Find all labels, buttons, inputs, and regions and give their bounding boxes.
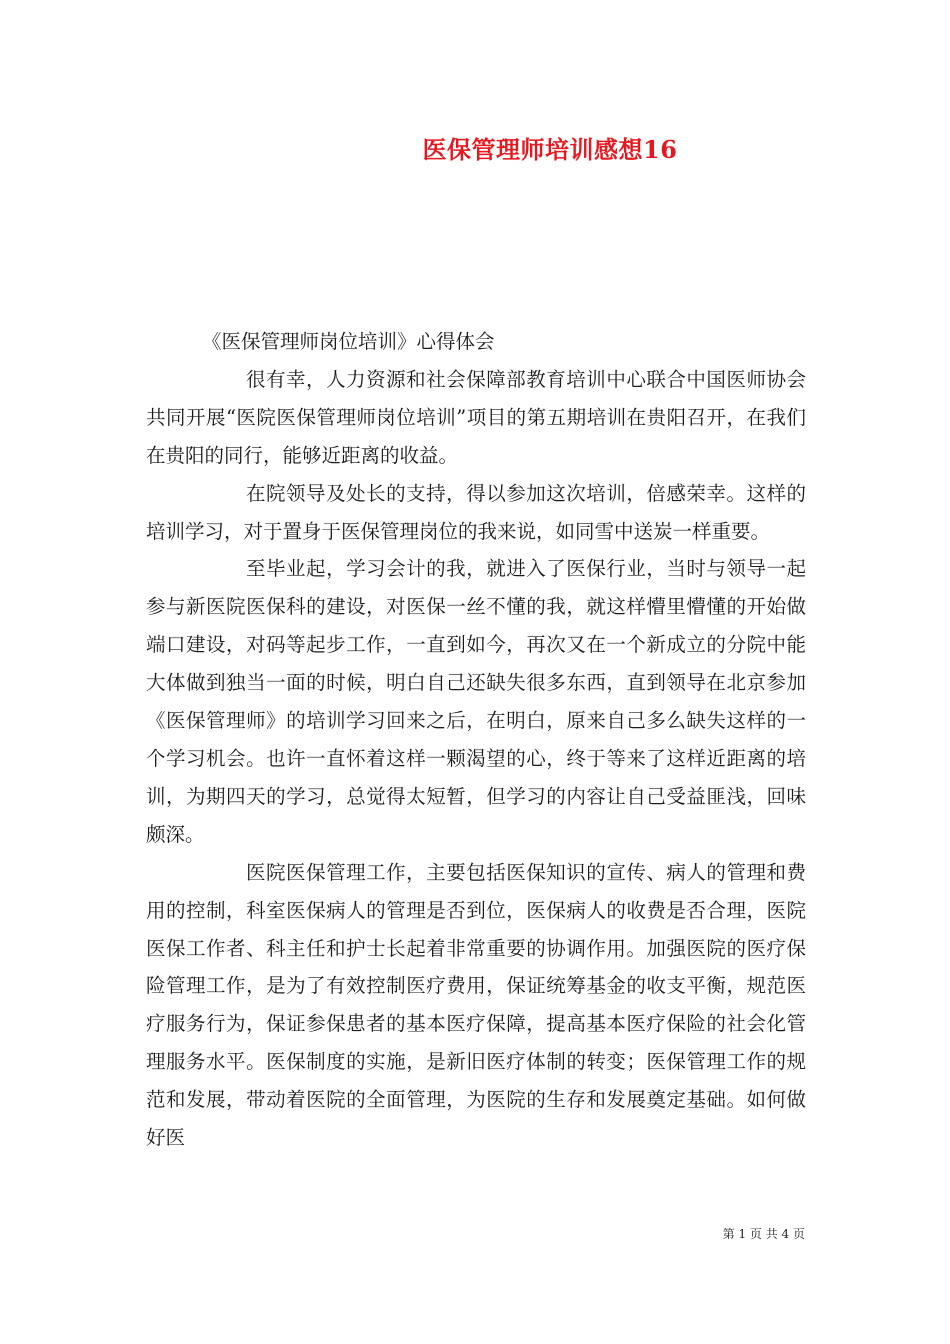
paragraph: 很有幸，人力资源和社会保障部教育培训中心联合中国医师协会共同开展“医院医保管理师岗位培训”项目的第五期培训在贵阳召开，在我们在贵阳的同行，能够近距离的收益。 <box>146 367 806 467</box>
page-number-footer: 第 1 页 共 4 页 <box>722 1227 805 1241</box>
document-title: 医保管理师培训感想16 <box>422 135 678 164</box>
document-subtitle: 《医保管理师岗位培训》心得体会 <box>202 330 495 353</box>
document-body <box>146 323 806 1157</box>
paragraph: 至毕业起，学习会计的我，就进入了医保行业，当时与领导一起参与新医院医保科的建设，对医保一丝不懂的我，就这样懵里懵懂的开始做端口建设，对码等起步工作，一直到如今，再次又在一个新成立的分院中能大体做到独当一面的时候，明白自己还缺失很多东西，直到领导在北京参加《医保管理师》的培训学习回来之后，在明白，原来自己多么缺失这样的一个学习机会。也许一直怀着这样一颗渴望的心，终于等来了这样近距离的培训，为期四天的学习，总觉得太短暂，但学习的内容让自己受益匪浅，回味颇深。 <box>146 557 806 846</box>
paragraph: 医院医保管理工作，主要包括医保知识的宣传、病人的管理和费用的控制，科室医保病人的管理是否到位，医保病人的收费是否合理，医院医保工作者、科主任和护士长起着非常重要的协调作用。加强医院的医疗保险管理工作，是为了有效控制医疗费用，保证统筹基金的收支平衡，规范医疗服务行为，保证参保患者的基本医疗保障，提高基本医疗保险的社会化管理服务水平。医保制度的实施，是新旧医疗体制的转变；医保管理工作的规范和发展，带动着医院的全面管理，为医院的生存和发展奠定基础。如何做好医 <box>146 860 806 1150</box>
paragraph: 在院领导及处长的支持，得以参加这次培训，倍感荣幸。这样的培训学习，对于置身于医保管理岗位的我来说，如同雪中送炭一样重要。 <box>146 481 806 543</box>
